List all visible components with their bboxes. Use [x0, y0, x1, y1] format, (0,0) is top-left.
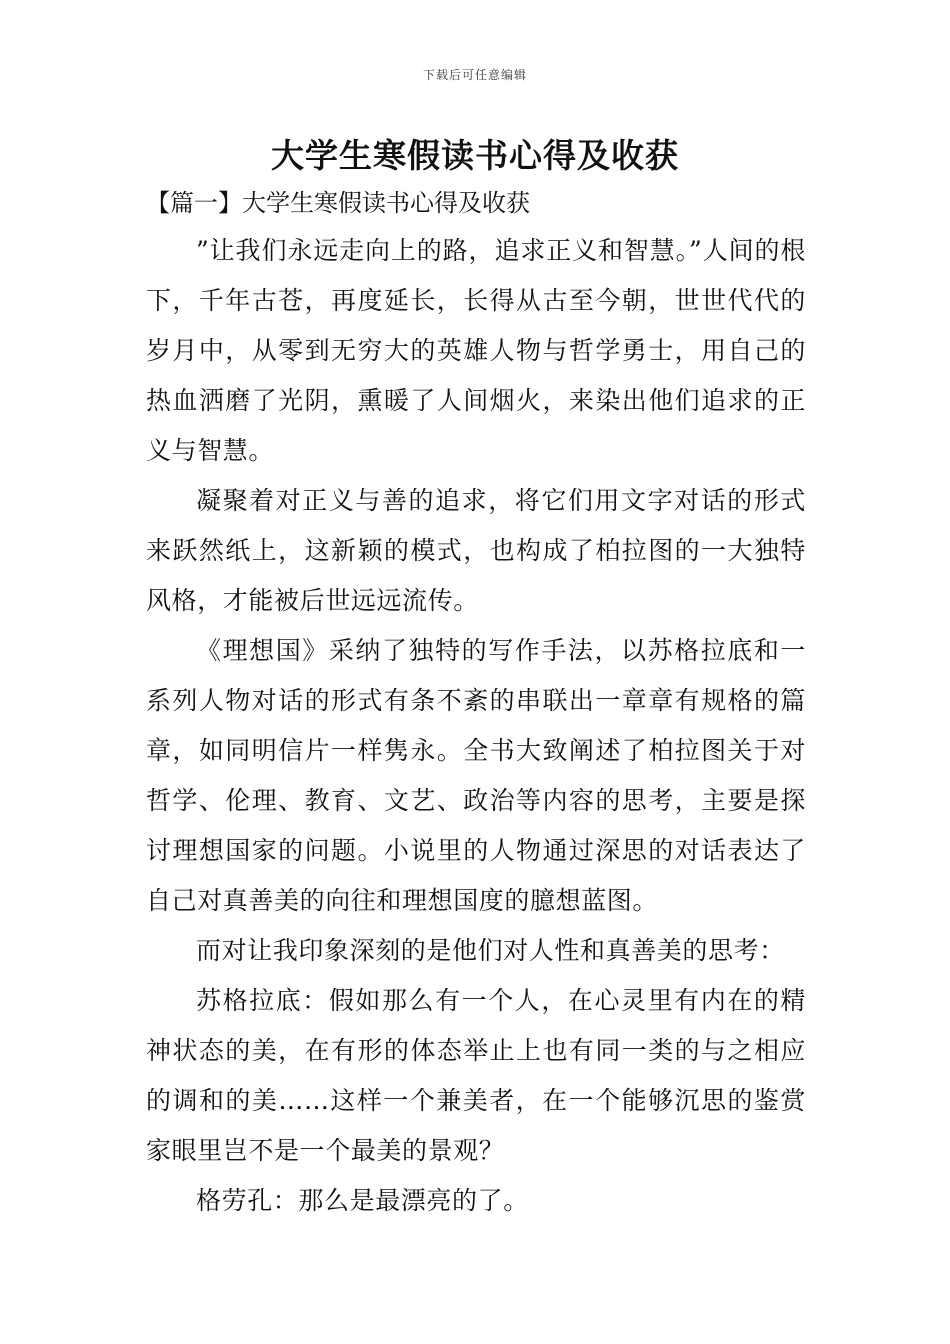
document-title: 大学生寒假读书心得及收获 [271, 136, 679, 175]
paragraph: 而对让我印象深刻的是他们对人性和真善美的思考： [196, 936, 785, 965]
body-text [146, 226, 806, 1226]
paragraph: ”让我们永远走向上的路，追求正义和智慧。”人间的根下，千年古苍，再度延长，长得从古至今朝，世世代代的岁月中，从零到无穷大的英雄人物与哲学勇士，用自己的热血洒磨了光阴，熏暖了人间烟火，来染出他们追求的正义与智慧。 [146, 236, 806, 465]
section-heading: 【篇一】大学生寒假读书心得及收获 [146, 189, 530, 217]
paragraph: 《理想国》采纳了独特的写作手法，以苏格拉底和一系列人物对话的形式有条不紊的串联出一章章有规格的篇章，如同明信片一样隽永。全书大致阐述了柏拉图关于对哲学、伦理、教育、文艺、政治等内容的思考，主要是探讨理想国家的问题。小说里的人物通过深思的对话表达了自己对真善美的向往和理想国度的臆想蓝图。 [146, 636, 806, 915]
header-note: 下载后可任意编辑 [422, 68, 527, 82]
paragraph: 苏格拉底：假如那么有一个人，在心灵里有内在的精神状态的美，在有形的体态举止上也有同一类的与之相应的调和的美……这样一个兼美者，在一个能够沉思的鉴赏家眼里岂不是一个最美的景观？ [146, 986, 806, 1165]
paragraph: 凝聚着对正义与善的追求，将它们用文字对话的形式来跃然纸上，这新颖的模式，也构成了柏拉图的一大独特风格，才能被后世远远流传。 [146, 486, 806, 615]
paragraph: 格劳孔：那么是最漂亮的了。 [196, 1186, 529, 1215]
